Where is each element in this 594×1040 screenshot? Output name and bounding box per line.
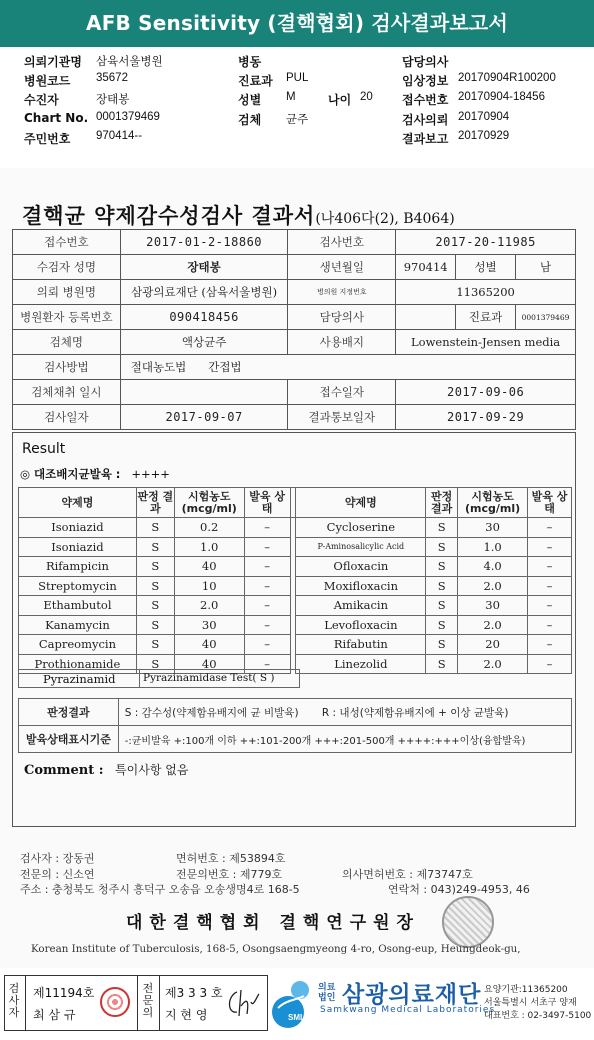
document-subtitle: (나406다(2), B4064) xyxy=(315,211,455,227)
judge-result: S xyxy=(426,557,458,577)
method-secondary: 간접법 xyxy=(208,360,242,374)
judge-result: S xyxy=(426,615,458,635)
judge-legend-value xyxy=(118,699,571,726)
expert-vertical-label: 전문의 xyxy=(142,982,154,1019)
judge-result: S xyxy=(426,537,458,557)
table-row xyxy=(19,596,572,616)
table-row xyxy=(19,518,572,538)
received-date-value: 2017-09-06 xyxy=(396,380,576,405)
receipt-label: 접수번호 xyxy=(402,93,449,107)
gender-label: 성별 xyxy=(456,255,516,280)
growth-status: – xyxy=(244,654,290,674)
growth-legend-value: -:균비발육 +:100개 이하 ++:101-200개 +++:201-500개 ++++:+++이상(융합발육) xyxy=(118,726,571,753)
tester-seal-icon xyxy=(100,987,130,1017)
institution-value: 삼육서울병원 xyxy=(96,56,163,68)
test-concentration: 0.2 xyxy=(174,518,244,538)
corp-label: 의료 법인 xyxy=(318,982,336,1002)
growth-status: – xyxy=(244,615,290,635)
test-concentration: 40 xyxy=(174,635,244,655)
collection-value xyxy=(120,380,288,405)
attending-doctor-value xyxy=(396,305,456,330)
institution-no-value: 11365200 xyxy=(396,280,576,305)
registration-value: 090418456 xyxy=(120,305,288,330)
institution-no-label: 병의원 지정번호 xyxy=(288,280,396,305)
request-label: 검사의뢰 xyxy=(402,113,449,127)
conc-header-left: 시험농도 (mcg/ml) xyxy=(174,488,244,518)
drug-name: Kanamycin xyxy=(19,615,137,635)
tester-name: 검사자 : 장동권 xyxy=(20,852,95,865)
pyrazinamid-test: Pyrazinamidase Test( S ) xyxy=(143,672,275,684)
judge-result: S xyxy=(136,576,174,596)
growth-status: – xyxy=(528,615,572,635)
ssn-value: 970414-- xyxy=(96,130,143,142)
clinical-value: 20170904R100200 xyxy=(458,72,556,84)
foundation-phone: 대표번호 : 02-3497-5100 xyxy=(484,1011,592,1021)
method-primary: 절대농도법 xyxy=(130,360,187,374)
collection-label: 검체채취 일시 xyxy=(13,380,121,405)
expert-signer-name: 지 현 영 xyxy=(165,1008,208,1022)
chart-value: 0001379469 xyxy=(96,111,160,123)
receipt-no-value: 2017-01-2-18860 xyxy=(120,230,288,255)
report-info xyxy=(0,53,594,149)
growth-status: – xyxy=(244,518,290,538)
test-concentration: 2.0 xyxy=(174,596,244,616)
drug-name: Prothionamide xyxy=(19,654,137,674)
table-row xyxy=(19,576,572,596)
report-label: 결과보고 xyxy=(402,132,449,146)
medium-value: Lowenstein-Jensen media xyxy=(396,330,576,355)
doctor-label: 담당의사 xyxy=(402,55,449,69)
ward-label: 병동 xyxy=(238,55,262,69)
culture-growth-label: ◎ 대조배지균발육 : xyxy=(20,467,121,481)
clinic-dept-label: 진료과 xyxy=(456,305,516,330)
sml-label: SML xyxy=(288,1013,305,1022)
test-date-label: 검사일자 xyxy=(13,405,121,430)
hospital-code-value: 35672 xyxy=(96,72,128,84)
foundation-name-en: Samkwang Medical Laboratories xyxy=(320,1005,496,1015)
drug-name: Levofloxacin xyxy=(296,615,426,635)
test-concentration: 2.0 xyxy=(458,576,528,596)
culture-growth xyxy=(20,466,170,482)
test-concentration: 1.0 xyxy=(174,537,244,557)
judge-header-left: 판정 결과 xyxy=(136,488,174,518)
growth-header-left: 발육 상태 xyxy=(244,488,290,518)
conc-header-right: 시험농도 (mcg/ml) xyxy=(458,488,528,518)
drug-name: Rifampicin xyxy=(19,557,137,577)
specimen-name-label: 검체명 xyxy=(13,330,121,355)
foundation-address: 서울특별시 서초구 양재 xyxy=(484,998,577,1008)
sex-label: 성별 xyxy=(238,93,262,107)
drug-name: Ofloxacin xyxy=(296,557,426,577)
growth-status: – xyxy=(244,596,290,616)
drug-name: Amikacin xyxy=(296,596,426,616)
growth-status: – xyxy=(528,576,572,596)
attending-doctor-label: 담당의사 xyxy=(288,305,396,330)
method-value xyxy=(120,355,395,380)
dept-value: PUL xyxy=(286,72,309,84)
patient-name-value: 장태봉 xyxy=(120,255,288,280)
drug-name: Ethambutol xyxy=(19,596,137,616)
clinical-label: 임상정보 xyxy=(402,74,449,88)
drug-name: P-Aminosalicylic Acid xyxy=(296,537,426,557)
pyrazinamid-divider xyxy=(139,670,140,687)
comment-label: Comment : xyxy=(24,763,104,778)
growth-legend-label: 발육상태표시기준 xyxy=(19,726,119,753)
result-label: Result xyxy=(22,441,66,457)
signature-box xyxy=(4,975,268,1031)
institution-label: 의뢰기관명 xyxy=(24,55,82,69)
judge-result: S xyxy=(136,615,174,635)
drug-name: Cycloserine xyxy=(296,518,426,538)
tester-license: 면허번호 : 제53894호 xyxy=(176,852,286,865)
judge-result: S xyxy=(426,596,458,616)
growth-status: – xyxy=(244,557,290,577)
growth-status: – xyxy=(528,635,572,655)
growth-status: – xyxy=(528,518,572,538)
institute-contact: 연락처 : 043)249-4953, 46 xyxy=(388,883,530,896)
growth-status: – xyxy=(528,557,572,577)
foundation-name: 삼광의료재단 xyxy=(342,982,482,1008)
notify-date-value: 2017-09-29 xyxy=(396,405,576,430)
judge-result: S xyxy=(136,518,174,538)
test-concentration: 30 xyxy=(458,518,528,538)
drug-name: Isoniazid xyxy=(19,537,137,557)
test-concentration: 1.0 xyxy=(458,537,528,557)
test-concentration: 30 xyxy=(174,615,244,635)
receipt-value: 20170904-18456 xyxy=(458,91,545,103)
test-concentration: 2.0 xyxy=(458,615,528,635)
gender-value: 남 xyxy=(516,255,576,280)
table-row xyxy=(19,537,572,557)
document-title xyxy=(22,200,455,230)
judge-result: S xyxy=(426,635,458,655)
drug-header-right: 약제명 xyxy=(296,488,426,518)
patient-name-label: 수검자 성명 xyxy=(13,255,121,280)
table-row xyxy=(19,635,572,655)
doctor-license: 의사면허번호 : 제73747호 xyxy=(342,868,473,881)
test-concentration: 20 xyxy=(458,635,528,655)
association-name: 대한결핵협회 결핵연구원장 xyxy=(126,913,420,933)
tester-vertical-label: 검사자 xyxy=(8,982,20,1019)
test-date-value: 2017-09-07 xyxy=(120,405,288,430)
judge-result: S xyxy=(426,654,458,674)
drug-name: Rifabutin xyxy=(296,635,426,655)
judge-result: S xyxy=(426,576,458,596)
expert-license-no: 제3 3 3 호 xyxy=(165,986,223,1000)
clinic-dept-value: 0001379469 xyxy=(516,305,576,330)
table-row xyxy=(19,615,572,635)
judge-header-right: 판정 결과 xyxy=(426,488,458,518)
hospital-name-value: 삼광의료재단 (삼육서울병원) xyxy=(120,280,288,305)
hospital-code-label: 병원코드 xyxy=(24,74,71,88)
test-no-value: 2017-20-11985 xyxy=(396,230,576,255)
judge-result: S xyxy=(426,518,458,538)
request-value: 20170904 xyxy=(458,111,510,123)
report-title: AFB Sensitivity (결핵협회) 검사결과보고서 xyxy=(0,0,594,47)
ssn-label: 주민번호 xyxy=(24,132,71,146)
age-value: 20 xyxy=(360,91,373,103)
english-address: Korean Institute of Tuberculosis, 168-5, Osongsaengmyeong 4-ro, Osong-eup, Heungdeok-gu, xyxy=(31,943,521,955)
test-no-label: 검사번호 xyxy=(288,230,396,255)
growth-status: – xyxy=(244,537,290,557)
comment xyxy=(24,761,188,778)
judge-result: S xyxy=(136,557,174,577)
judge-result: S xyxy=(136,596,174,616)
divider xyxy=(159,976,160,1030)
registration-label: 병원환자 등록번호 xyxy=(13,305,121,330)
legend-table xyxy=(18,698,572,753)
table-row xyxy=(19,557,572,577)
tester-license-no: 제11194호 xyxy=(33,986,95,1000)
pyrazinamid-row xyxy=(18,669,300,688)
drug-name: Linezolid xyxy=(296,654,426,674)
dob-label: 생년월일 xyxy=(288,255,396,280)
report-value: 20170929 xyxy=(458,130,510,142)
drug-name: Moxifloxacin xyxy=(296,576,426,596)
institute-address: 주소 : 충청북도 청주시 흥덕구 오송읍 오송생명4로 168-5 xyxy=(20,883,300,896)
drug-header-left: 약제명 xyxy=(19,488,137,518)
test-concentration: 40 xyxy=(174,557,244,577)
chart-label: Chart No. xyxy=(24,111,89,125)
divider xyxy=(25,976,26,1030)
medium-label: 사용배지 xyxy=(288,330,396,355)
drug-name: Streptomycin xyxy=(19,576,137,596)
test-concentration: 4.0 xyxy=(458,557,528,577)
judge-result: S xyxy=(136,635,174,655)
document-title-main: 결핵균 약제감수성검사 결과서 xyxy=(22,203,316,228)
test-concentration: 10 xyxy=(174,576,244,596)
judge-result: S xyxy=(136,537,174,557)
specimen-label: 검체 xyxy=(238,113,262,127)
tester-signer-name: 최 삼 규 xyxy=(33,1008,76,1022)
notify-date-label: 결과통보일자 xyxy=(288,405,396,430)
growth-status: – xyxy=(244,635,290,655)
foundation-code: 요양기관:11365200 xyxy=(484,985,568,995)
divider xyxy=(137,976,138,1030)
sex-value: M xyxy=(286,91,296,103)
drug-name: Isoniazid xyxy=(19,518,137,538)
hospital-name-label: 의뢰 병원명 xyxy=(13,280,121,305)
dob-value: 970414 xyxy=(396,255,456,280)
test-concentration: 2.0 xyxy=(458,654,528,674)
susceptibility-table xyxy=(18,487,572,674)
comment-value: 특이사항 없음 xyxy=(115,763,189,777)
growth-status: – xyxy=(528,537,572,557)
judge-legend-r: R : 내성(약제함유배지에 + 이상 균발육) xyxy=(321,706,509,719)
expert-name: 전문의 : 신소연 xyxy=(20,868,95,881)
patient-info-table xyxy=(12,229,576,430)
receipt-no-label: 접수번호 xyxy=(13,230,121,255)
judge-legend-s: S : 감수성(약제함유배지에 균 비발육) xyxy=(124,706,299,719)
received-date-label: 접수일자 xyxy=(288,380,396,405)
growth-status: – xyxy=(244,576,290,596)
patient-label: 수진자 xyxy=(24,93,59,107)
method-label: 검사방법 xyxy=(13,355,121,380)
test-concentration: 40 xyxy=(174,654,244,674)
specimen-name-value: 액상균주 xyxy=(120,330,288,355)
test-concentration: 30 xyxy=(458,596,528,616)
patient-value: 장태봉 xyxy=(96,94,130,106)
sml-logo-icon xyxy=(270,978,316,1030)
specimen-value: 균주 xyxy=(286,114,309,126)
growth-header-right: 발육 상태 xyxy=(528,488,572,518)
judge-result: S xyxy=(136,654,174,674)
official-seal xyxy=(442,896,494,948)
signature-icon xyxy=(223,986,261,1020)
age-label: 나이 xyxy=(328,93,352,107)
judge-legend-label: 판정결과 xyxy=(19,699,119,726)
dept-label: 진료과 xyxy=(238,74,273,88)
drug-name: Capreomycin xyxy=(19,635,137,655)
method-blank xyxy=(396,355,576,380)
culture-growth-value: ++++ xyxy=(131,467,170,481)
pyrazinamid-name: Pyrazinamid xyxy=(43,672,116,686)
expert-license: 전문의번호 : 제779호 xyxy=(176,868,283,881)
growth-status: – xyxy=(528,596,572,616)
growth-status: – xyxy=(528,654,572,674)
